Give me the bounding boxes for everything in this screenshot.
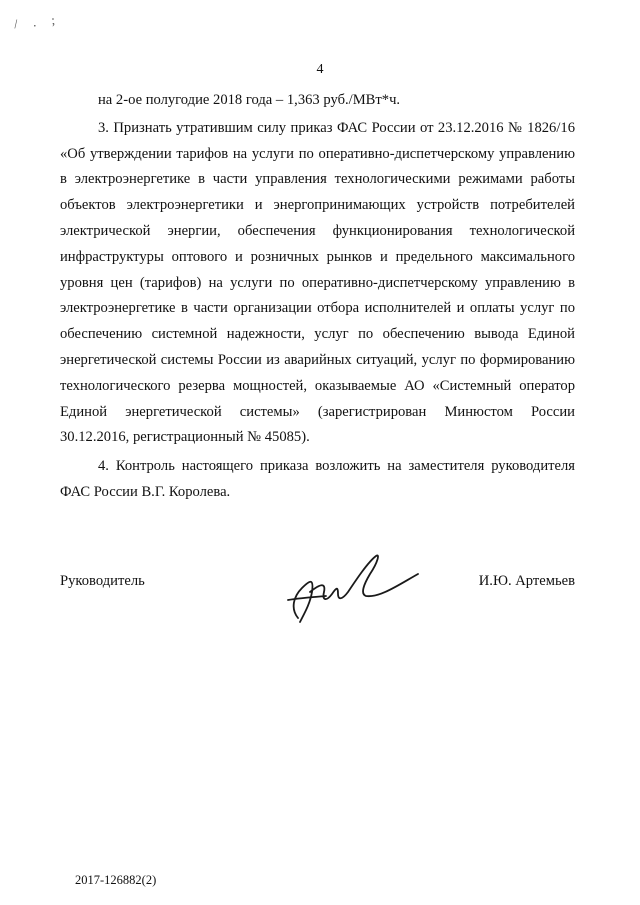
signer-name: И.Ю. Артемьев <box>478 573 575 589</box>
scan-marks: / . ; <box>13 11 62 32</box>
document-body <box>60 88 575 506</box>
paragraph-continuation: на 2-ое полугодие 2018 года – 1,363 руб./МВт*ч. <box>98 92 401 108</box>
paragraph-item-3: 3. Признать утратившим силу приказ ФАС России от 23.12.2016 № 1826/16 «Об утверждении тарифов на услуги по оперативно-диспетчерскому управлению в электроэнергетике в части управления технологическими режимами работы объектов электроэнергетики и энергопринимающих устройств потребителей электрической энергии, обеспечения функционирования технологической инфраструктуры оптового и розничных рынков и предельного максимального уровня цен (тарифов) на услуги по оперативно-диспетчерскому управлению в электроэнергетике в части организации отбора исполнителей и оплаты услуг по обеспечению системной надежности, услуг по обеспечению вывода Единой энергетической системы России из аварийных ситуаций, услуг по формированию технологического резерва мощностей, оказываемые АО «Системный оператор Единой энергетической системы» (зарегистрирован Минюстом России 30.12.2016, регистрационный № 45085). <box>60 119 575 446</box>
page-number: 4 <box>316 62 324 77</box>
paragraph-item-4: 4. Контроль настоящего приказа возложить на заместителя руководителя ФАС России В.Г. Королева. <box>60 458 575 500</box>
registry-number: 2017-126882(2) <box>75 873 157 887</box>
signer-position: Руководитель <box>60 573 145 589</box>
handwritten-signature <box>280 548 430 628</box>
